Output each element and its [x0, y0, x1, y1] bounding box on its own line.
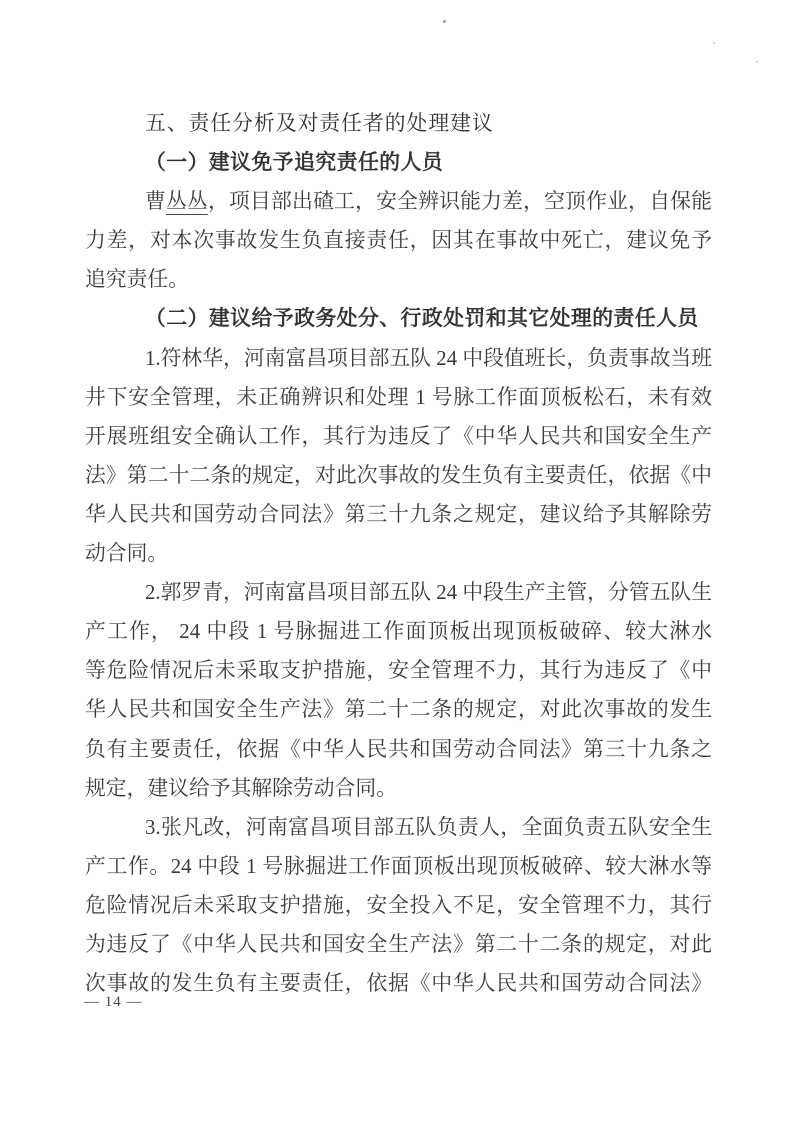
text-line: （一）建议免予追究责任的人员: [145, 151, 444, 175]
text-line: （二）建议给予政务处分、行政处罚和其它处理的责任人员: [145, 307, 699, 331]
text-line: 五、责任分析及对责任者的处理建议: [145, 112, 494, 135]
document-body: [85, 104, 712, 1003]
text-line: 危险情况后未采取支护措施，安全投入不足，安全管理不力，其行: [85, 893, 712, 917]
text-line: 华人民共和国安全生产法》第二十二条的规定，对此次事故的发生: [85, 698, 712, 722]
page-number: — 14 —: [84, 994, 143, 1010]
paragraph-guo-luoqing: [85, 573, 712, 808]
text-line: 华人民共和国劳动合同法》第三十九条之规定，建议给予其解除劳: [85, 502, 712, 526]
text-line: 井下安全管理，未正确辨识和处理 1 号脉工作面顶板松石，未有效: [85, 385, 712, 409]
scan-speck: [443, 20, 446, 23]
text-line: 负有主要责任，依据《中华人民共和国劳动合同法》第三十九条之: [85, 737, 712, 761]
paragraph-cao-congcong: [85, 182, 712, 299]
paragraph-zhang-fangai: [85, 808, 712, 1003]
text-line: 3.张凡改，河南富昌项目部五队负责人，全面负责五队安全生: [145, 815, 712, 839]
text-line: 产工作。24 中段 1 号脉掘进工作面顶板出现顶板破碎、较大淋水等: [85, 854, 712, 878]
scan-speck: [756, 61, 758, 63]
scan-speck: [713, 42, 715, 44]
text-line: 为违反了《中华人民共和国安全生产法》第二十二条的规定，对此: [85, 932, 712, 956]
section-heading: [85, 104, 712, 143]
underlined-name: 丛丛: [166, 190, 209, 214]
text-line: 等危险情况后未采取支护措施，安全管理不力，其行为违反了《中: [85, 659, 712, 683]
text-line: 2.郭罗青，河南富昌项目部五队 24 中段生产主管，分管五队生: [145, 581, 712, 605]
text-line: 法》第二十二条的规定，对此次事故的发生负有主要责任，依据《中: [85, 463, 712, 487]
text-line: 追究责任。: [85, 268, 189, 292]
text-segment: 曹: [145, 190, 167, 214]
paragraph-fu-linhua: [85, 339, 712, 574]
subsection-heading-2: [85, 299, 712, 338]
text-line: 产工作， 24 中段 1 号脉掘进工作面顶板出现顶板破碎、较大淋水: [85, 620, 712, 644]
text-line: 次事故的发生负有主要责任，依据《中华人民共和国劳动合同法》: [85, 972, 712, 996]
text-line: 开展班组安全确认工作，其行为违反了《中华人民共和国安全生产: [85, 424, 712, 448]
text-line: 动合同。: [85, 542, 169, 566]
subsection-heading-1: [85, 143, 712, 182]
text-line: 1.符林华，河南富昌项目部五队 24 中段值班长，负责事故当班: [145, 346, 712, 370]
text-line: 力差，对本次事故发生负直接责任，因其在事故中死亡，建议免予: [85, 229, 712, 253]
text-line: 规定，建议给予其解除劳动合同。: [85, 776, 397, 800]
text-segment: ，项目部出碴工，安全辨识能力差，空顶作业，自保能: [208, 190, 712, 214]
text-line: [85, 182, 712, 221]
